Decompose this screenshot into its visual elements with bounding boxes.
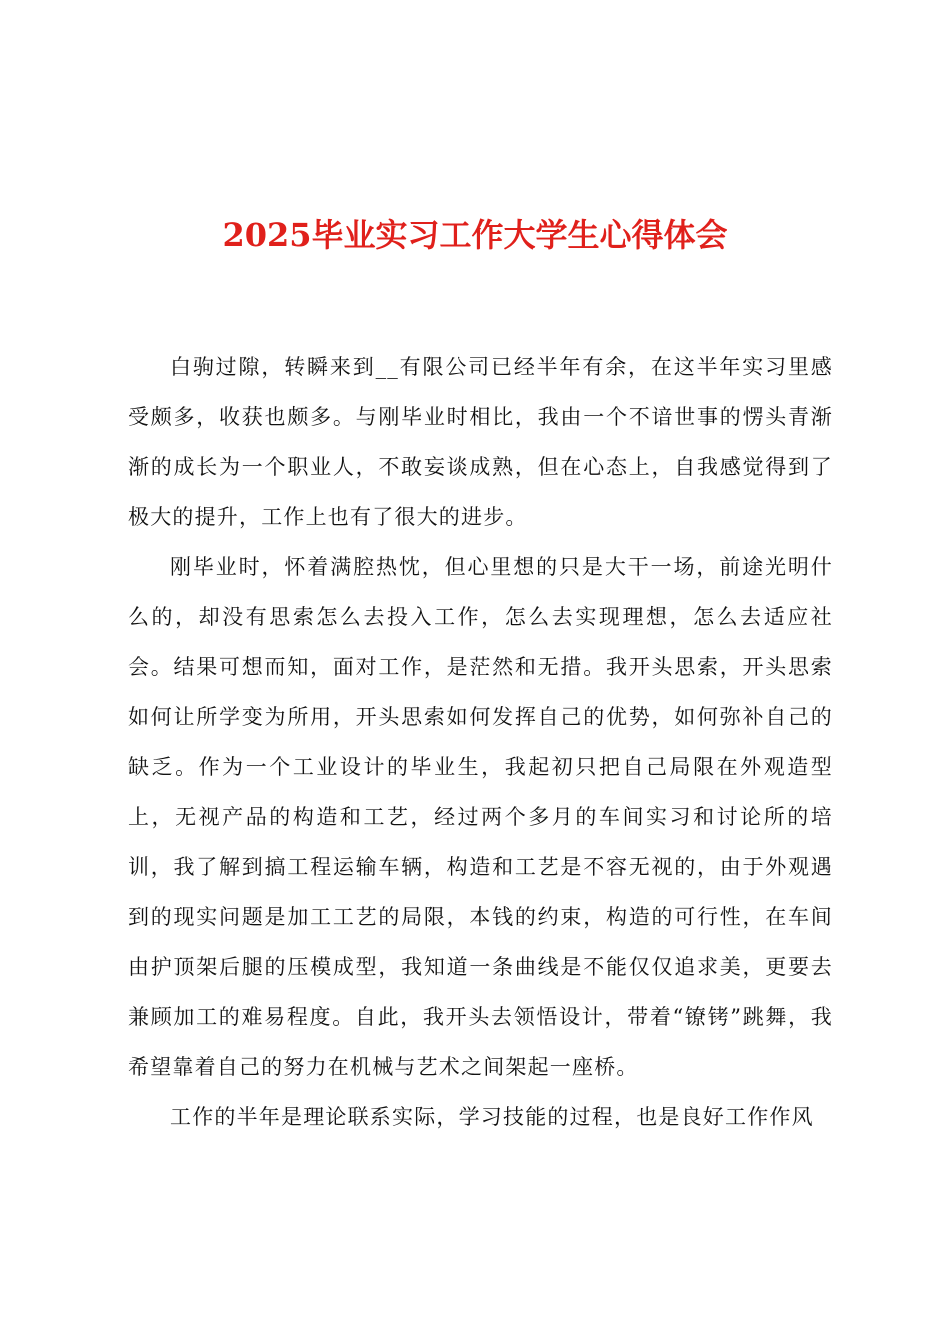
document-body [128,342,833,1142]
paragraph-3: 工作的半年是理论联系实际，学习技能的过程，也是良好工作作风 [170,1105,814,1129]
document-title: 2025毕业实习工作大学生心得体会 [222,216,728,254]
paragraph-2: 刚毕业时，怀着满腔热忱，但心里想的只是大干一场，前途光明什么的，却没有思索怎么去投入工作，怎么去实现理想，怎么去适应社会。结果可想而知，面对工作，是茫然和无措。我开头思索，开头思索如何让所学变为所用，开头思索如何发挥自己的优势，如何弥补自己的缺乏。作为一个工业设计的毕业生，我起初只把自己局限在外观造型上，无视产品的构造和工艺，经过两个多月的车间实习和讨论所的培训，我了解到搞工程运输车辆，构造和工艺是不容无视的，由于外观遇到的现实问题是加工工艺的局限，本钱的约束，构造的可行性，在车间由护顶架后腿的压模成型，我知道一条曲线是不能仅仅追求美，更要去兼顾加工的难易程度。自此，我开头去领悟设计，带着“镣铐”跳舞，我希望靠着自己的努力在机械与艺术之间架起一座桥。 [128,555,833,1079]
paragraph-1: 白驹过隙，转瞬来到__有限公司已经半年有余，在这半年实习里感受颇多，收获也颇多。与刚毕业时相比，我由一个不谙世事的愣头青渐渐的成长为一个职业人，不敢妄谈成熟，但在心态上，自我感觉得到了极大的提升，工作上也有了很大的进步。 [128,355,833,529]
